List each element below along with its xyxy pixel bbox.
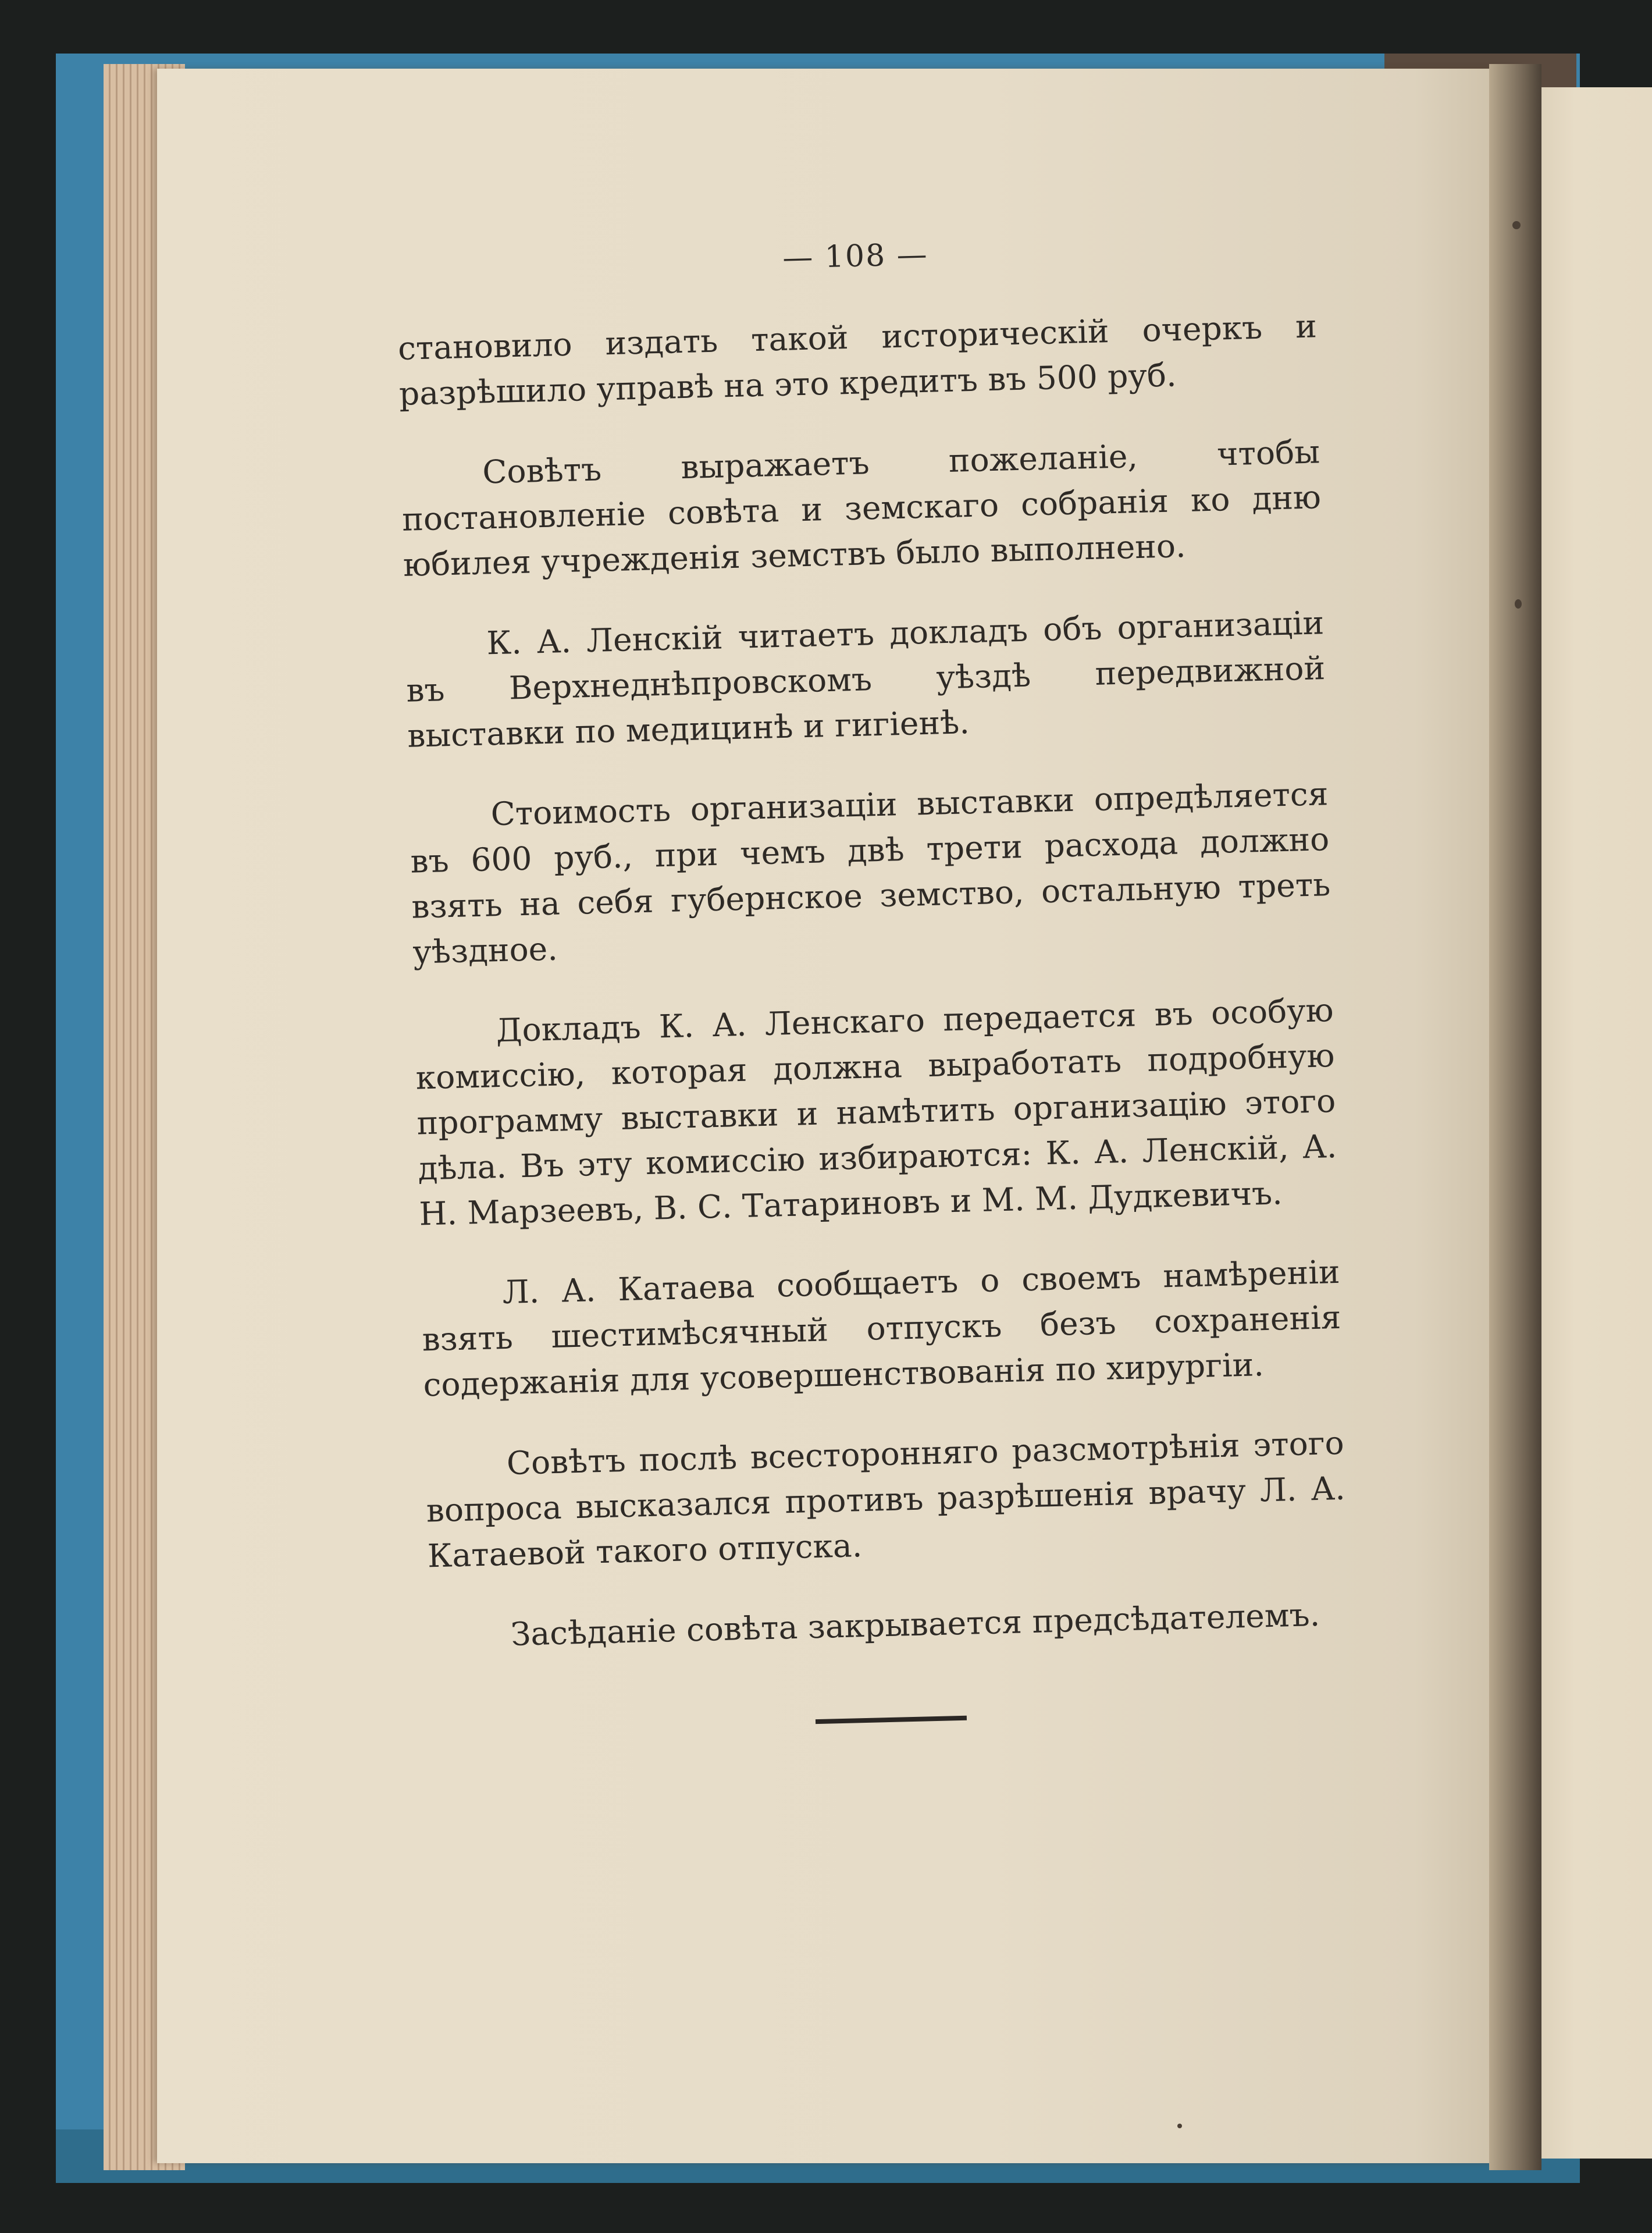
paper-speck bbox=[1512, 221, 1521, 229]
paragraph-3: К. А. Ленскій читаетъ докладъ объ организаціи въ Верхнеднѣпровскомъ уѣздѣ передвижной выставки по медицинѣ и гигіенѣ. bbox=[405, 604, 1326, 755]
page-number: — 108 — bbox=[782, 237, 929, 276]
paper-speck bbox=[1177, 2124, 1182, 2128]
paragraph-5: Докладъ К. А. Ленскаго передается въ особую комиссію, которая должна выработать подробную программу выставки и намѣтить организацію этого дѣла. Въ эту комиссію избираются: К. А. Ленскій, А. Н. Марзеевъ, В. С. Татариновъ и М. М. Дудкевичъ. bbox=[415, 991, 1337, 1233]
paper-speck bbox=[1515, 599, 1522, 609]
paragraph-4: Стоимость организаціи выставки опредѣляется въ 600 руб., при чемъ двѣ трети расхода должно взять на себя губернское земство, остальную треть уѣздное. bbox=[410, 775, 1331, 971]
facing-page bbox=[1524, 87, 1652, 2159]
page-gutter bbox=[1489, 64, 1541, 2170]
paragraph-1: становило издать такой историческій очеркъ и разрѣшило управѣ на это кредитъ въ 500 руб. bbox=[397, 307, 1318, 413]
paragraph-8: Засѣданіе совѣта закрывается предсѣдателемъ. bbox=[510, 1595, 1320, 1653]
page-text-block bbox=[396, 227, 1351, 1733]
paragraph-6: Л. А. Катаева сообщаетъ о своемъ намѣреніи взять шестимѣсячный отпускъ безъ сохраненія содержанія для усовершенствованія по хирургіи. bbox=[421, 1253, 1342, 1404]
paragraph-2: Совѣтъ выражаетъ пожеланіе, чтобы постановленіе совѣта и земскаго собранія ко дню юбилея учрежденія земствъ было выполнено. bbox=[401, 433, 1322, 584]
paragraph-7: Совѣтъ послѣ всесторонняго разсмотрѣнія этого вопроса высказался противъ разрѣшенія врачу Л. А. Катаевой такого отпуска. bbox=[426, 1424, 1346, 1575]
